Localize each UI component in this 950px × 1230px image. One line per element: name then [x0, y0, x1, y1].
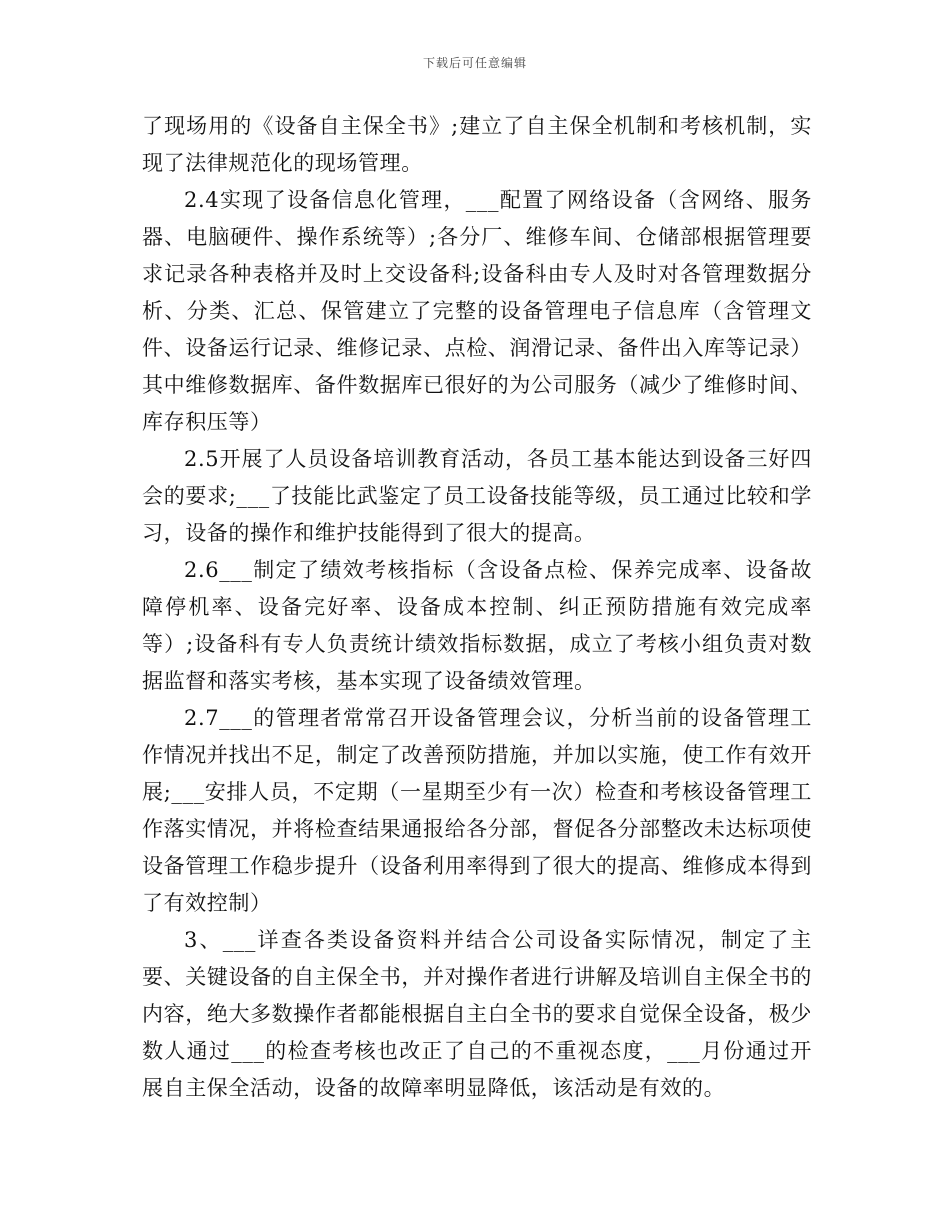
document-body	[142, 108, 812, 1107]
paragraph-2-6: 2.6___制定了绩效考核指标（含设备点检、保养完成率、设备故障停机率、设备完好率、设备成本控制、纠正预防措施有效完成率等）;设备科有专人负责统计绩效指标数据，成立了考核小组负责对数据监督和落实考核，基本实现了设备绩效管理。	[142, 558, 812, 693]
page-header: 下载后可任意编辑	[422, 56, 527, 70]
paragraph-continuation: 了现场用的《设备自主保全书》;建立了自主保全机制和考核机制，实现了法律规范化的现场管理。	[142, 114, 812, 175]
paragraph-2-5: 2.5开展了人员设备培训教育活动，各员工基本能达到设备三好四会的要求;___了技能比武鉴定了员工设备技能等级，员工通过比较和学习，设备的操作和维护技能得到了很大的提高。	[142, 447, 812, 545]
paragraph-3: 3、___详查各类设备资料并结合公司设备实际情况，制定了主要、关键设备的自主保全书，并对操作者进行讲解及培训自主保全书的内容，绝大多数操作者都能根据自主白全书的要求自觉保全设备，极少数人通过___的检查考核也改正了自己的不重视态度，___月份通过开展自主保全活动，设备的故障率明显降低，该活动是有效的。	[142, 928, 812, 1100]
paragraph-2-4: 2.4实现了设备信息化管理，___配置了网络设备（含网络、服务器、电脑硬件、操作系统等）;各分厂、维修车间、仓储部根据管理要求记录各种表格并及时上交设备科;设备科由专人及时对各管理数据分析、分类、汇总、保管建立了完整的设备管理电子信息库（含管理文件、设备运行记录、维修记录、点检、润滑记录、备件出入库等记录）其中维修数据库、备件数据库已很好的为公司服务（减少了维修时间、库存积压等）	[142, 188, 812, 434]
paragraph-2-7: 2.7___的管理者常常召开设备管理会议，分析当前的设备管理工作情况并找出不足，制定了改善预防措施，并加以实施，使工作有效开展;___安排人员，不定期（一星期至少有一次）检查和考核设备管理工作落实情况，并将检查结果通报给各分部，督促各分部整改未达标项使设备管理工作稳步提升（设备利用率得到了很大的提高、维修成本得到了有效控制）	[142, 706, 812, 915]
